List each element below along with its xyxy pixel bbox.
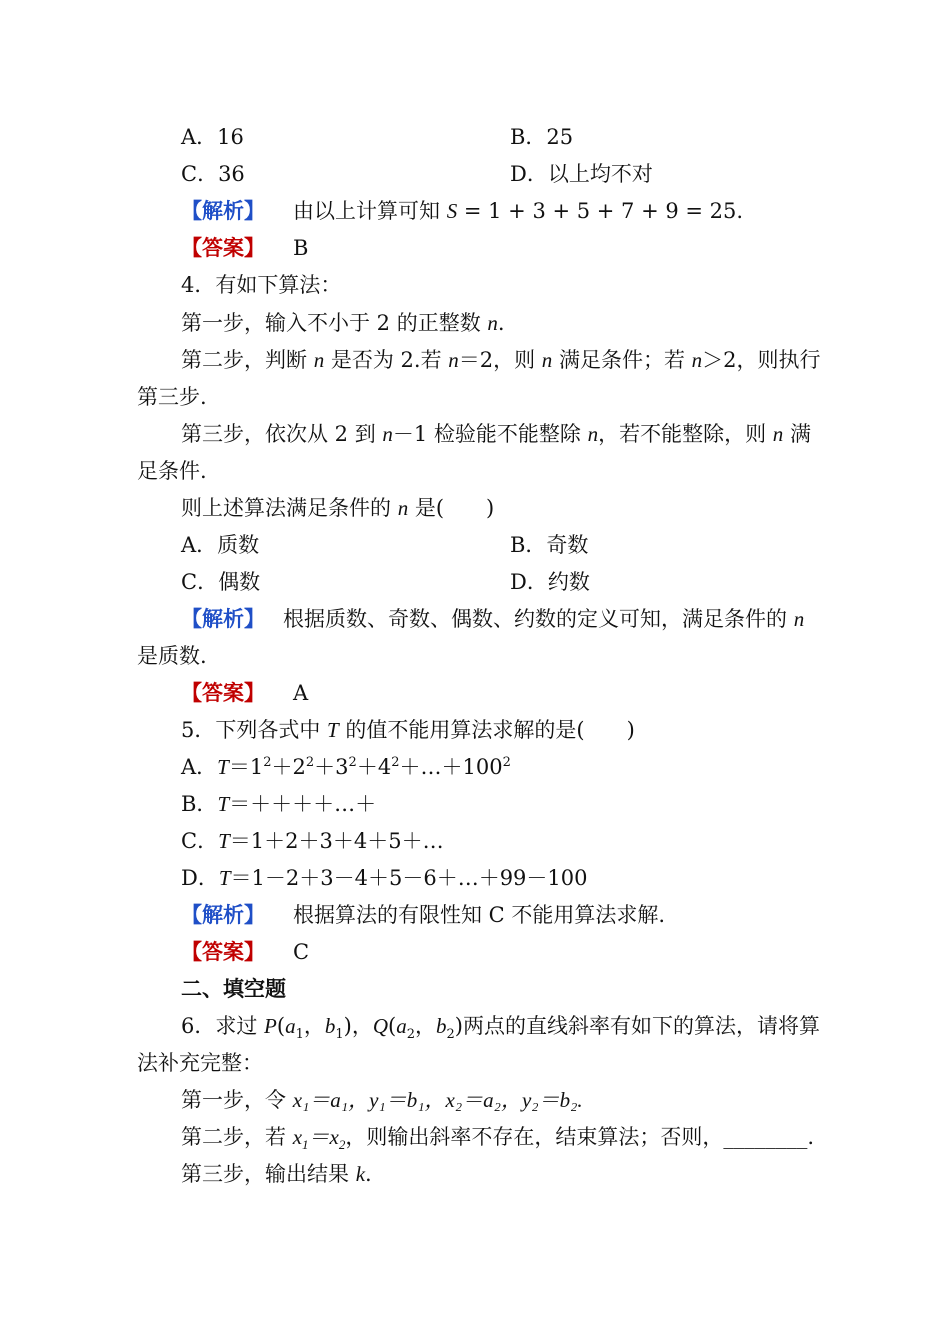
expr: ＝1＋2＋3＋4＋5＋… <box>229 829 444 853</box>
text: 满 <box>783 422 811 446</box>
text: 是否为 2.若 <box>324 348 449 372</box>
q4-step3 <box>181 420 811 448</box>
q4-answer <box>181 679 308 707</box>
q3-option-c: C．36 <box>181 162 245 186</box>
var-t: T <box>327 718 339 742</box>
text: 第一步，输入不小于 2 的正整数 <box>181 311 488 335</box>
expr: ＋3 <box>314 755 349 779</box>
text: . <box>807 1125 815 1149</box>
q6-step1 <box>181 1086 583 1114</box>
var-b: b <box>324 1014 336 1038</box>
fill-blank[interactable]: ________ <box>723 1125 808 1149</box>
analysis-tag: 【解析】 <box>181 606 265 631</box>
option-label: C． <box>181 829 219 853</box>
analysis-tag: 【解析】 <box>181 198 265 223</box>
subscript: 2 <box>406 1027 415 1043</box>
assignment-formula: x₁＝a₁，y₁＝b₁，x₂＝a₂，y₂＝b₂. <box>292 1088 583 1112</box>
text: 第一步，令 <box>181 1088 293 1112</box>
exponent: 2 <box>263 755 272 770</box>
text: ( <box>276 1014 286 1038</box>
section-title: 二、填空题 <box>181 976 286 1001</box>
q4-option-a: A．质数 <box>181 533 260 557</box>
var-b: b <box>436 1014 447 1038</box>
analysis-text: 根据质数、奇数、偶数、约数的定义可知，满足条件的 <box>283 607 794 631</box>
option-label: B． <box>181 792 218 816</box>
text: 第三步，输出结果 <box>181 1162 356 1186</box>
var-t: T <box>217 755 229 779</box>
q4-step2-cont: 第三步. <box>137 385 207 409</box>
answer-tag: 【答案】 <box>181 235 265 260</box>
var-n: n <box>793 607 805 631</box>
analysis-text: 由以上计算可知 <box>293 199 447 223</box>
text: －1 检验能不能整除 <box>392 422 588 446</box>
q4-question <box>181 494 494 522</box>
text: 的值不能用算法求解的是( ) <box>338 718 635 742</box>
var-n: n <box>397 496 409 520</box>
var-n: n <box>587 422 599 446</box>
text: . <box>497 311 505 335</box>
var-a: a <box>285 1014 296 1038</box>
text: 是( ) <box>408 496 495 520</box>
text: . <box>365 1162 372 1186</box>
var-n: n <box>541 348 553 372</box>
analysis-text: 根据算法的有限性知 C 不能用算法求解. <box>293 903 666 927</box>
var-n: n <box>487 311 498 335</box>
var-n: n <box>448 348 459 372</box>
q5-option-c <box>181 827 444 855</box>
option-label: A． <box>181 755 218 779</box>
q6-stem <box>181 1012 820 1043</box>
q6-step2 <box>181 1123 814 1151</box>
q4-stem: 4．有如下算法： <box>181 273 342 297</box>
expr: ＝1－2＋3－4＋5－6＋…＋99－100 <box>230 866 588 890</box>
var-s: S <box>446 199 458 223</box>
q4-step1 <box>181 309 505 337</box>
var-t: T <box>218 829 230 853</box>
answer-value: A <box>293 681 309 705</box>
var-q: Q <box>372 1014 389 1038</box>
var-a: a <box>396 1014 407 1038</box>
subscript: 2 <box>446 1027 455 1043</box>
q5-answer <box>181 938 309 966</box>
q4-option-c: C．偶数 <box>181 570 261 594</box>
text: 第二步，若 <box>181 1125 293 1149</box>
answer-tag: 【答案】 <box>181 680 265 705</box>
text: 6．求过 <box>181 1014 265 1038</box>
text: 第二步，判断 <box>181 348 314 372</box>
text: )， <box>343 1014 373 1038</box>
q3-option-a: A．16 <box>181 125 244 149</box>
q4-option-b: B．奇数 <box>510 533 589 557</box>
subscript: 1 <box>295 1027 304 1043</box>
q4-step2 <box>181 346 821 374</box>
var-k: k <box>355 1162 366 1186</box>
q5-option-a <box>181 753 511 781</box>
q6-stem-cont: 法补充完整： <box>137 1051 263 1075</box>
expr: ＋2 <box>271 755 306 779</box>
expr: ＋4 <box>356 755 392 779</box>
q3-option-b: B．25 <box>510 125 574 149</box>
exponent: 2 <box>305 755 315 770</box>
q3-analysis <box>181 197 743 225</box>
q5-stem <box>181 716 635 744</box>
text: 第三步，依次从 2 到 <box>181 422 383 446</box>
answer-value: B <box>293 236 309 260</box>
subscript: 1 <box>335 1027 344 1043</box>
q5-analysis <box>181 901 665 929</box>
exponent: 2 <box>391 755 400 770</box>
q4-analysis-cont: 是质数. <box>137 644 207 668</box>
q4-option-d: D．约数 <box>510 570 590 594</box>
var-p: P <box>264 1014 277 1038</box>
text: ， <box>415 1014 436 1038</box>
var-t: T <box>217 792 230 816</box>
text: ，若不能整除，则 <box>598 422 773 446</box>
analysis-formula: = 1 + 3 + 5 + 7 + 9 = 25. <box>457 199 744 223</box>
q6-step3 <box>181 1160 372 1188</box>
text: ＞2，则执行 <box>702 348 821 372</box>
text: ，则输出斜率不存在，结束算法；否则， <box>345 1125 724 1149</box>
option-label: D． <box>181 866 219 890</box>
var-n: n <box>691 348 703 372</box>
exponent: 2 <box>502 755 511 770</box>
text: )两点的直线斜率有如下的算法，请将算 <box>454 1014 820 1038</box>
expr: ＝1 <box>228 755 264 779</box>
condition-formula: $x_1=x_2$ <box>292 1125 346 1153</box>
expr: ＋…＋100 <box>399 755 503 779</box>
q3-answer <box>181 234 308 262</box>
text: 满足条件；若 <box>552 348 692 372</box>
var-n: n <box>313 348 325 372</box>
text: ， <box>303 1014 325 1038</box>
var-n: n <box>772 422 784 446</box>
answer-value: C <box>293 940 310 964</box>
q5-option-b <box>181 790 376 818</box>
text: ( <box>388 1014 397 1038</box>
text: ＝2，则 <box>458 348 542 372</box>
q4-analysis <box>181 605 804 633</box>
text: 则上述算法满足条件的 <box>181 496 398 520</box>
q3-option-d: D．以上均不对 <box>510 162 653 186</box>
expr: ＝＋＋＋＋…＋ <box>229 792 377 816</box>
var-t: T <box>218 866 231 890</box>
answer-tag: 【答案】 <box>181 939 265 964</box>
text: 5．下列各式中 <box>181 718 328 742</box>
var-n: n <box>382 422 393 446</box>
exponent: 2 <box>348 755 357 770</box>
q4-step3-cont: 足条件. <box>137 459 207 483</box>
q5-option-d <box>181 864 588 892</box>
analysis-tag: 【解析】 <box>181 902 265 927</box>
